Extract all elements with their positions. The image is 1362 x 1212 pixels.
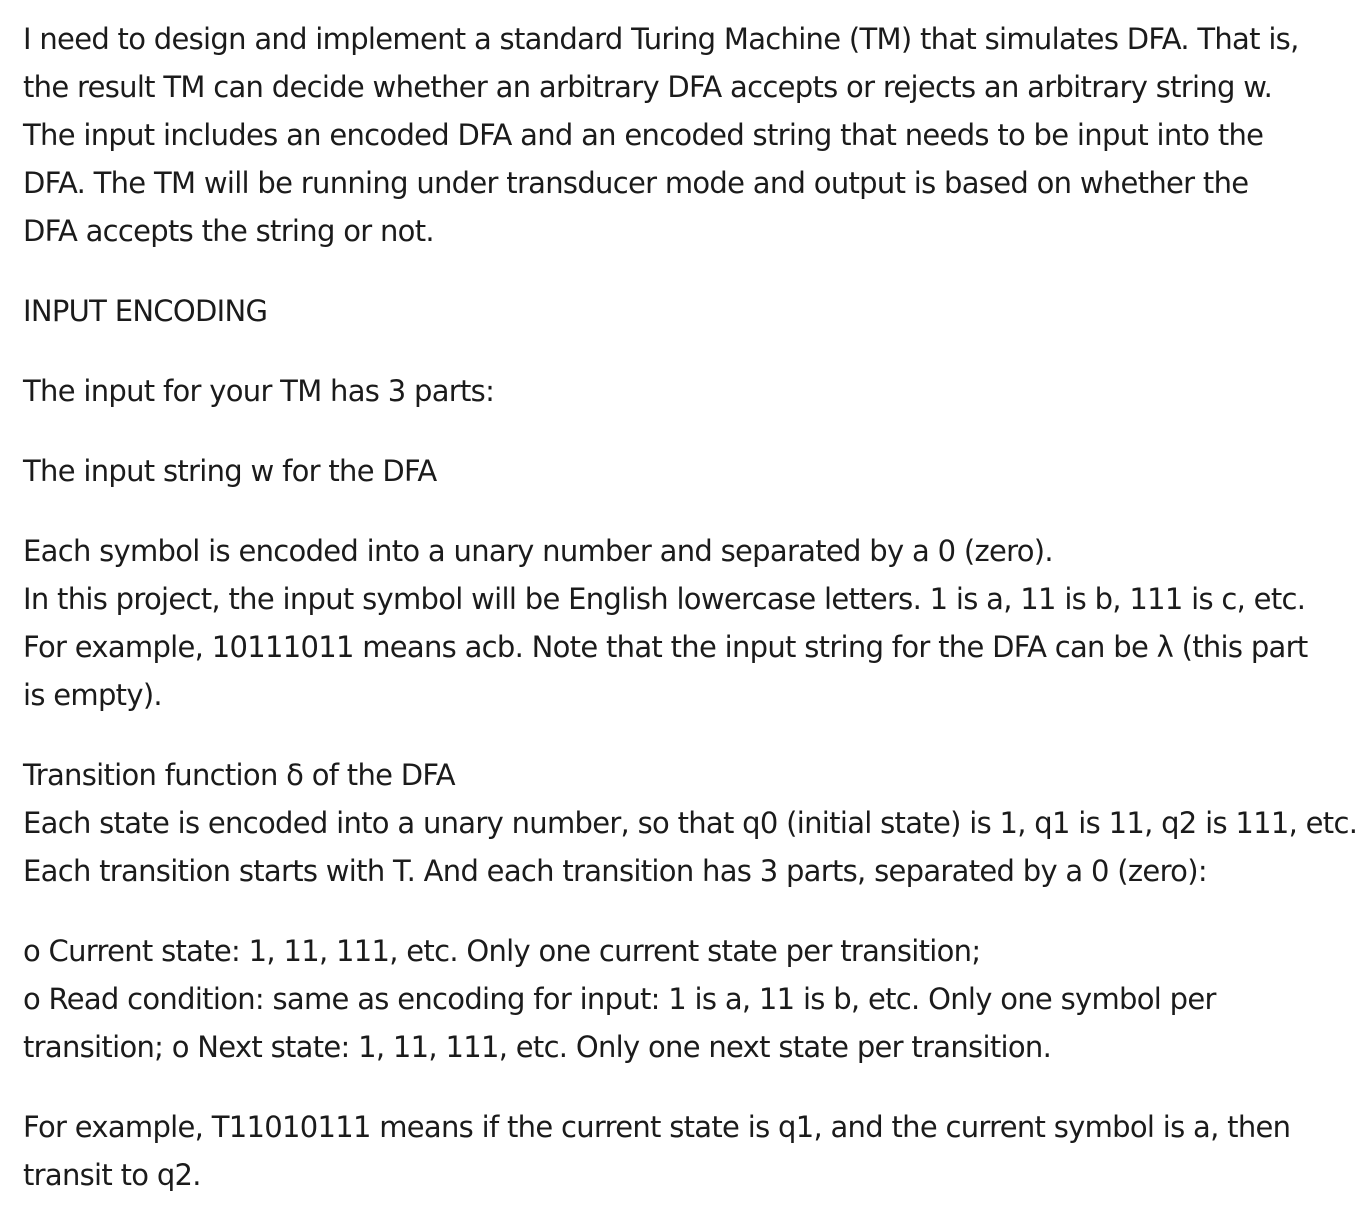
example-line: transit to q2.	[23, 1158, 201, 1192]
intro-line: The input includes an encoded DFA and an encoded string that needs to be input into the	[23, 118, 1264, 152]
part1-title: The input string w for the DFA	[23, 454, 437, 488]
part2-title: Transition function δ of the DFA	[23, 758, 455, 792]
bullet-line: transition; o Next state: 1, 11, 111, etc. Only one next state per transition.	[23, 1030, 1052, 1064]
section-heading: INPUT ENCODING	[23, 294, 268, 328]
part2-line: Each state is encoded into a unary number, so that q0 (initial state) is 1, q1 is 11, q2 is 111, etc.	[23, 806, 1358, 840]
part2-line: Each transition starts with T. And each transition has 3 parts, separated by a 0 (zero):	[23, 854, 1207, 888]
intro-line: I need to design and implement a standard Turing Machine (TM) that simulates DFA. That is,	[23, 22, 1299, 56]
part1-line: is empty).	[23, 678, 162, 712]
intro-line: DFA accepts the string or not.	[23, 214, 434, 248]
part1-line: For example, 10111011 means acb. Note that the input string for the DFA can be λ (this part	[23, 630, 1308, 664]
parts-intro: The input for your TM has 3 parts:	[23, 374, 495, 408]
intro-line: DFA. The TM will be running under transducer mode and output is based on whether the	[23, 166, 1249, 200]
part1-line: Each symbol is encoded into a unary number and separated by a 0 (zero).	[23, 534, 1053, 568]
part1-line: In this project, the input symbol will be English lowercase letters. 1 is a, 11 is b, 111 is c, etc.	[23, 582, 1306, 616]
bullet-line: o Current state: 1, 11, 111, etc. Only one current state per transition;	[23, 934, 981, 968]
bullet-line: o Read condition: same as encoding for input: 1 is a, 11 is b, etc. Only one symbol per	[23, 982, 1216, 1016]
example-line: For example, T11010111 means if the current state is q1, and the current symbol is a, then	[23, 1110, 1291, 1144]
intro-line: the result TM can decide whether an arbitrary DFA accepts or rejects an arbitrary string w.	[23, 70, 1273, 104]
